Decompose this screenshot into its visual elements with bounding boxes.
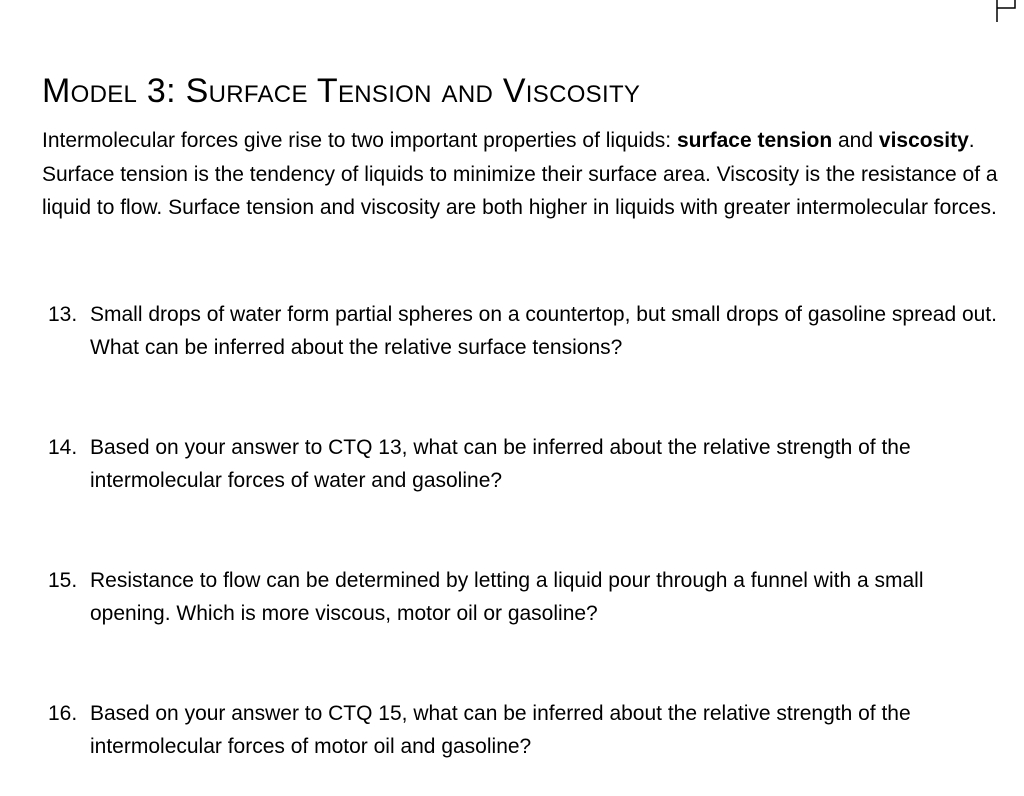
question-number: 16. <box>48 702 78 725</box>
question-text: Based on your answer to CTQ 15, what can be inferred about the relative strength of the intermolecular forces of motor oil and gasoline? <box>90 702 911 758</box>
question-16 <box>42 697 1002 763</box>
intro-text: . Surface tension is the tendency of liquids to minimize their surface area. Viscosity is the resistance of a liquid to flow. Surface tension and viscosity are both higher in liquids with greater intermolecular forces. <box>42 129 998 219</box>
question-13 <box>42 298 1002 364</box>
section-title: Model 3: Surface Tension and Viscosity <box>42 72 641 110</box>
term-viscosity: viscosity <box>878 129 969 152</box>
question-number: 14. <box>48 436 78 459</box>
question-number: 13. <box>48 303 78 326</box>
question-number: 15. <box>48 569 78 592</box>
question-15 <box>42 564 1002 630</box>
worksheet-page <box>42 70 1002 758</box>
intro-text: Intermolecular forces give rise to two important properties of liquids: <box>42 129 677 152</box>
flag-icon <box>996 0 1018 22</box>
question-text: Resistance to flow can be determined by letting a liquid pour through a funnel with a small opening. Which is more viscous, motor oil or gasoline? <box>90 569 924 625</box>
question-text: Small drops of water form partial spheres on a countertop, but small drops of gasoline spread out. What can be inferred about the relative surface tensions? <box>90 303 997 359</box>
intro-paragraph <box>42 124 1002 225</box>
term-surface-tension: surface tension <box>676 129 833 152</box>
intro-text: and <box>832 129 879 152</box>
question-14 <box>42 431 1002 497</box>
question-text: Based on your answer to CTQ 13, what can be inferred about the relative strength of the intermolecular forces of water and gasoline? <box>90 436 911 492</box>
